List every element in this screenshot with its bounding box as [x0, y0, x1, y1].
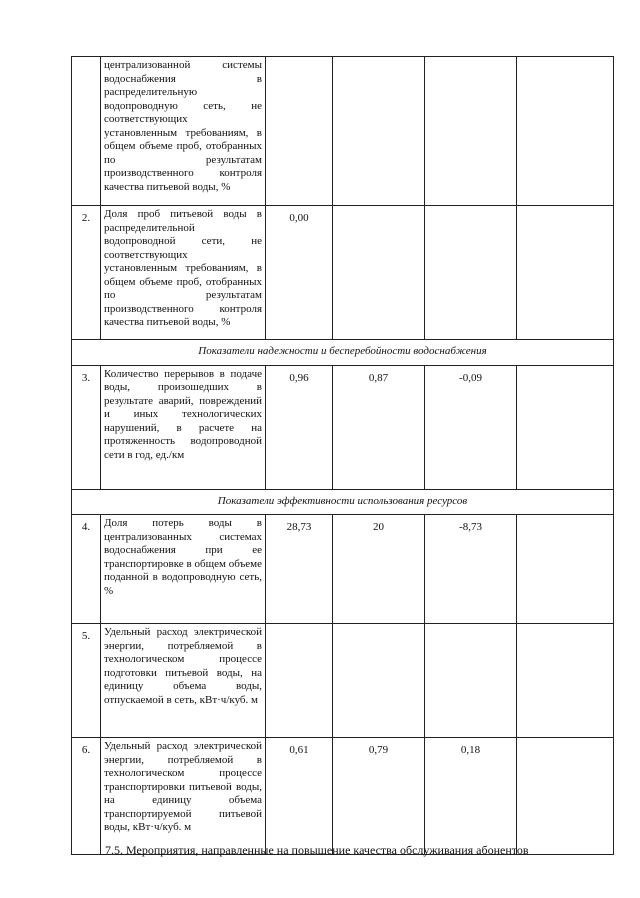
table-row: [72, 515, 614, 624]
value-cell: -0,09: [425, 365, 517, 489]
value-cell: [517, 206, 614, 340]
table-row: [72, 57, 614, 206]
section-title-reliability: Показатели надежности и бесперебойности водоснабжения: [72, 340, 614, 366]
table-row: [72, 365, 614, 489]
value-cell: [517, 624, 614, 738]
table-row: [72, 738, 614, 855]
value-cell: [425, 624, 517, 738]
indicator-name: Доля проб питьевой воды в распределительной водопроводной сети, не соответствующих установленным требованиям, в общем объеме проб, отобранных по результатам производственного контроля качества питьевой воды, %: [101, 206, 266, 340]
value-cell: 20: [333, 515, 425, 624]
value-cell: [425, 206, 517, 340]
indicator-name: Доля потерь воды в централизованных системах водоснабжения при ее транспортировке в общем объеме поданной в водопроводную сеть, %: [101, 515, 266, 624]
row-number: 4.: [72, 515, 101, 624]
value-cell: [517, 57, 614, 206]
row-number: 2.: [72, 206, 101, 340]
value-cell: 0,61: [266, 738, 333, 855]
row-number: 6.: [72, 738, 101, 855]
value-cell: -8,73: [425, 515, 517, 624]
value-cell: [266, 624, 333, 738]
value-cell: [517, 365, 614, 489]
indicator-name: Удельный расход электрической энергии, потребляемой в технологическом процессе подготовки питьевой воды, на единицу объема воды, отпускаемой в сеть, кВт·ч/куб. м: [101, 624, 266, 738]
value-cell: 0,96: [266, 365, 333, 489]
row-number: 5.: [72, 624, 101, 738]
value-cell: 0,79: [333, 738, 425, 855]
table-row: [72, 624, 614, 738]
indicator-name: Удельный расход электрической энергии, потребляемой в технологическом процессе транспортировки питьевой воды, на единицу объема транспортируемой питьевой воды, кВт·ч/куб. м: [101, 738, 266, 855]
value-cell: [517, 738, 614, 855]
indicators-table: [71, 56, 614, 855]
indicator-name: Количество перерывов в подаче воды, произошедших в результате аварий, повреждений и иных технологических нарушений, в расчете на протяженность водопроводной сети в год, ед./км: [101, 365, 266, 489]
value-cell: [333, 57, 425, 206]
value-cell: 0,87: [333, 365, 425, 489]
row-number: 3.: [72, 365, 101, 489]
value-cell: [425, 57, 517, 206]
indicator-name: централизованной системы водоснабжения в распределительную водопроводную сеть, не соответствующих установленным требованиям, в общем объеме проб, отобранных по результатам производственного контроля качества питьевой воды, %: [101, 57, 266, 206]
value-cell: [517, 515, 614, 624]
value-cell: 0,18: [425, 738, 517, 855]
value-cell: 28,73: [266, 515, 333, 624]
table-row: [72, 206, 614, 340]
section-row: [72, 340, 614, 366]
value-cell: [266, 57, 333, 206]
section-title-efficiency: Показатели эффективности использования ресурсов: [72, 489, 614, 515]
row-number: [72, 57, 101, 206]
section-row: [72, 489, 614, 515]
value-cell: 0,00: [266, 206, 333, 340]
value-cell: [333, 206, 425, 340]
section-heading-7-5: 7.5. Мероприятия, направленные на повышение качества обслуживания абонентов: [105, 843, 529, 857]
value-cell: [333, 624, 425, 738]
